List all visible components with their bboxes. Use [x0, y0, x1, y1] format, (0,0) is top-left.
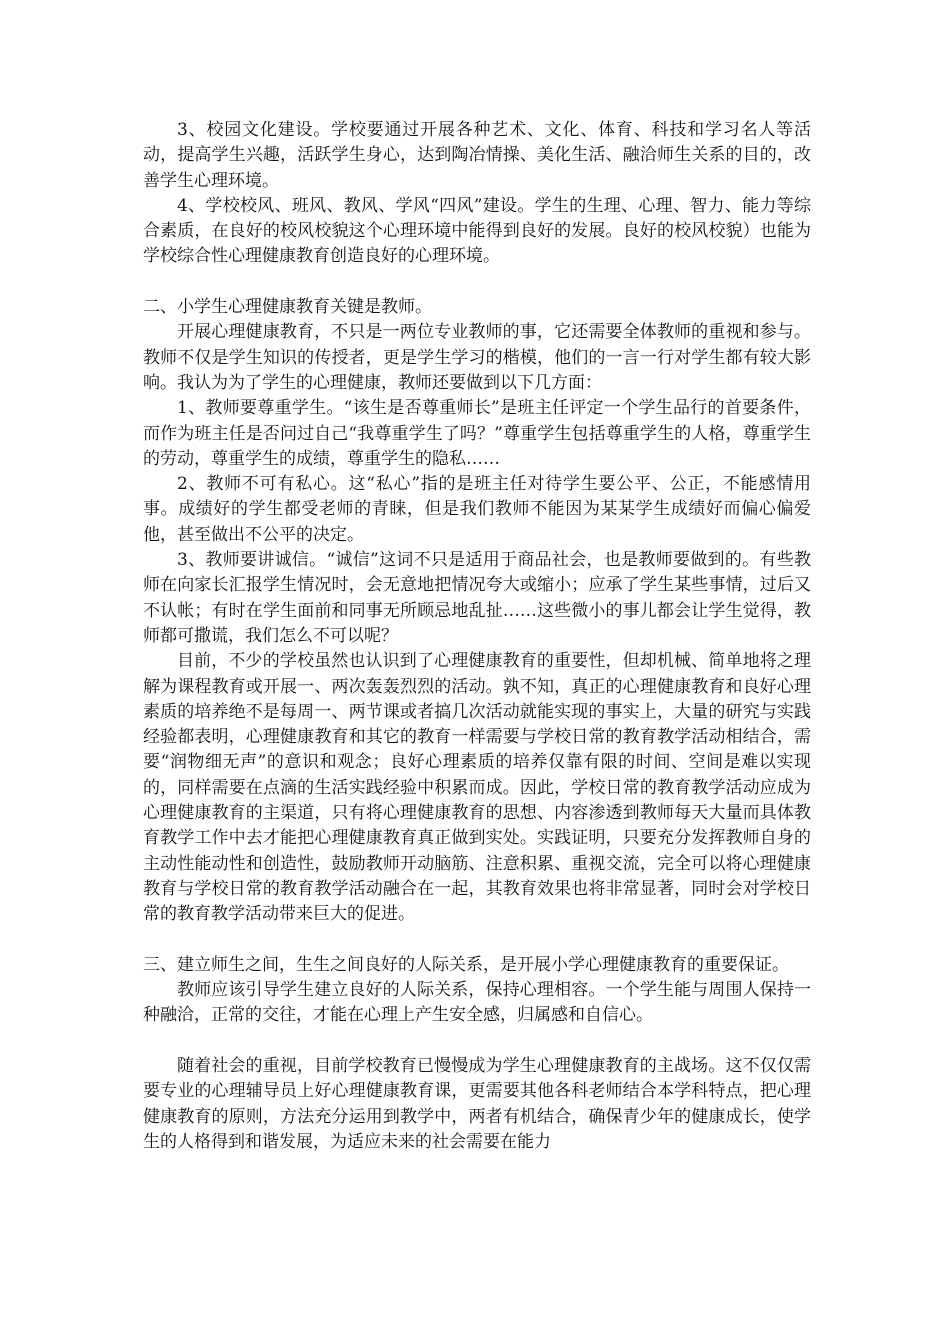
paragraph-gap — [143, 1029, 811, 1054]
paragraph-teacher-intro: 开展心理健康教育，不只是一两位专业教师的事，它还需要全体教师的重视和参与。教师不仅是学生知识的传授者，更是学生学习的楷模，他们的一言一行对学生都有较大影响。我认为为了学生的心理健康，教师还要做到以下几方面： — [143, 322, 811, 393]
paragraph-gap — [143, 270, 811, 295]
paragraph-conclusion: 随着社会的重视，目前学校教育已慢慢成为学生心理健康教育的主战场。这不仅仅需要专业的心理辅导员上好心理健康教育课，更需要其他各科老师结合本学科特点，把心理健康教育的原则，方法充分运用到教学中，两者有机结合，确保青少年的健康成长，使学生的人格得到和谐发展，为适应未来的社会需要在能力 — [143, 1055, 811, 1152]
paragraph-four-styles: 4、学校校风、班风、教风、学风“四风”建设。学生的生理、心理、智力、能力等综合素质，在良好的校风校貌这个心理环境中能得到良好的发展。良好的校风校貌）也能为学校综合性心理健康教育创造良好的心理环境。 — [143, 195, 811, 267]
paragraph-gap — [143, 928, 811, 953]
paragraph-campus-culture: 3、校园文化建设。学校要通过开展各种艺术、文化、体育、科技和学习名人等活动，提高学生兴趣，活跃学生身心，达到陶冶情操、美化生活、融洽师生关系的目的，改善学生心理环境。 — [143, 120, 811, 191]
paragraph-integrity: 3、教师要讲诚信。“诚信”这词不只是适用于商品社会，也是教师要做到的。有些教师在向家长汇报学生情况时，会无意地把情况夸大或缩小；应承了学生某些事情，过后又不认帐；有时在学生面前和同事无所顾忌地乱扯……这些微小的事儿都会让学生觉得，教师都可撒谎，我们怎么不可以呢？ — [143, 550, 811, 646]
paragraph-respect-students: 1、教师要尊重学生。“该生是否尊重师长”是班主任评定一个学生品行的首要条件，而作为班主任是否问过自己“我尊重学生了吗？”尊重学生包括尊重学生的人格，尊重学生的劳动，尊重学生的成绩，尊重学生的隐私…… — [143, 398, 811, 469]
paragraph-relationships: 教师应该引导学生建立良好的人际关系，保持心理相容。一个学生能与周围人保持一种融洽，正常的交往，才能在心理上产生安全感，归属感和自信心。 — [143, 980, 811, 1026]
paragraph-no-favoritism: 2、教师不可有私心。这“私心”指的是班主任对待学生要公平、公正，不能感情用事。成绩好的学生都受老师的青睐，但是我们教师不能因为某某学生成绩好而偏心偏爱他，甚至做出不公平的决定。 — [143, 474, 811, 545]
paragraph-current-situation: 目前，不少的学校虽然也认识到了心理健康教育的重要性，但却机械、简单地将之理解为课程教育或开展一、两次轰轰烈烈的活动。孰不知，真正的心理健康教育和良好心理素质的培养绝不是每周一、两节课或者搞几次活动就能实现的事实上，大量的研究与实践经验都表明，心理健康教育和其它的教育一样需要与学校日常的教育教学活动相结合，需要“润物细无声”的意识和观念；良好心理素质的培养仅靠有限的时间、空间是难以实现的，同样需要在点滴的生活实践经验中积累而成。因此，学校日常的教育教学活动应成为心理健康教育的主渠道，只有将心理健康教育的思想、内容渗透到教师每天大量而具体教育教学工作中去才能把心理健康教育真正做到实处。实践证明，只要充分发挥教师自身的主动性能动性和创造性，鼓励教师开动脑筋、注意积累、重视交流，完全可以将心理健康教育与学校日常的教育教学活动融合在一起，其教育效果也将非常显著，同时会对学校日常的教育教学活动带来巨大的促进。 — [143, 651, 811, 925]
section-heading-three: 三、建立师生之间，生生之间良好的人际关系，是开展小学心理健康教育的重要保证。 — [143, 954, 789, 975]
section-heading-two: 二、小学生心理健康教育关键是教师。 — [143, 297, 432, 318]
document-body — [143, 118, 811, 1155]
